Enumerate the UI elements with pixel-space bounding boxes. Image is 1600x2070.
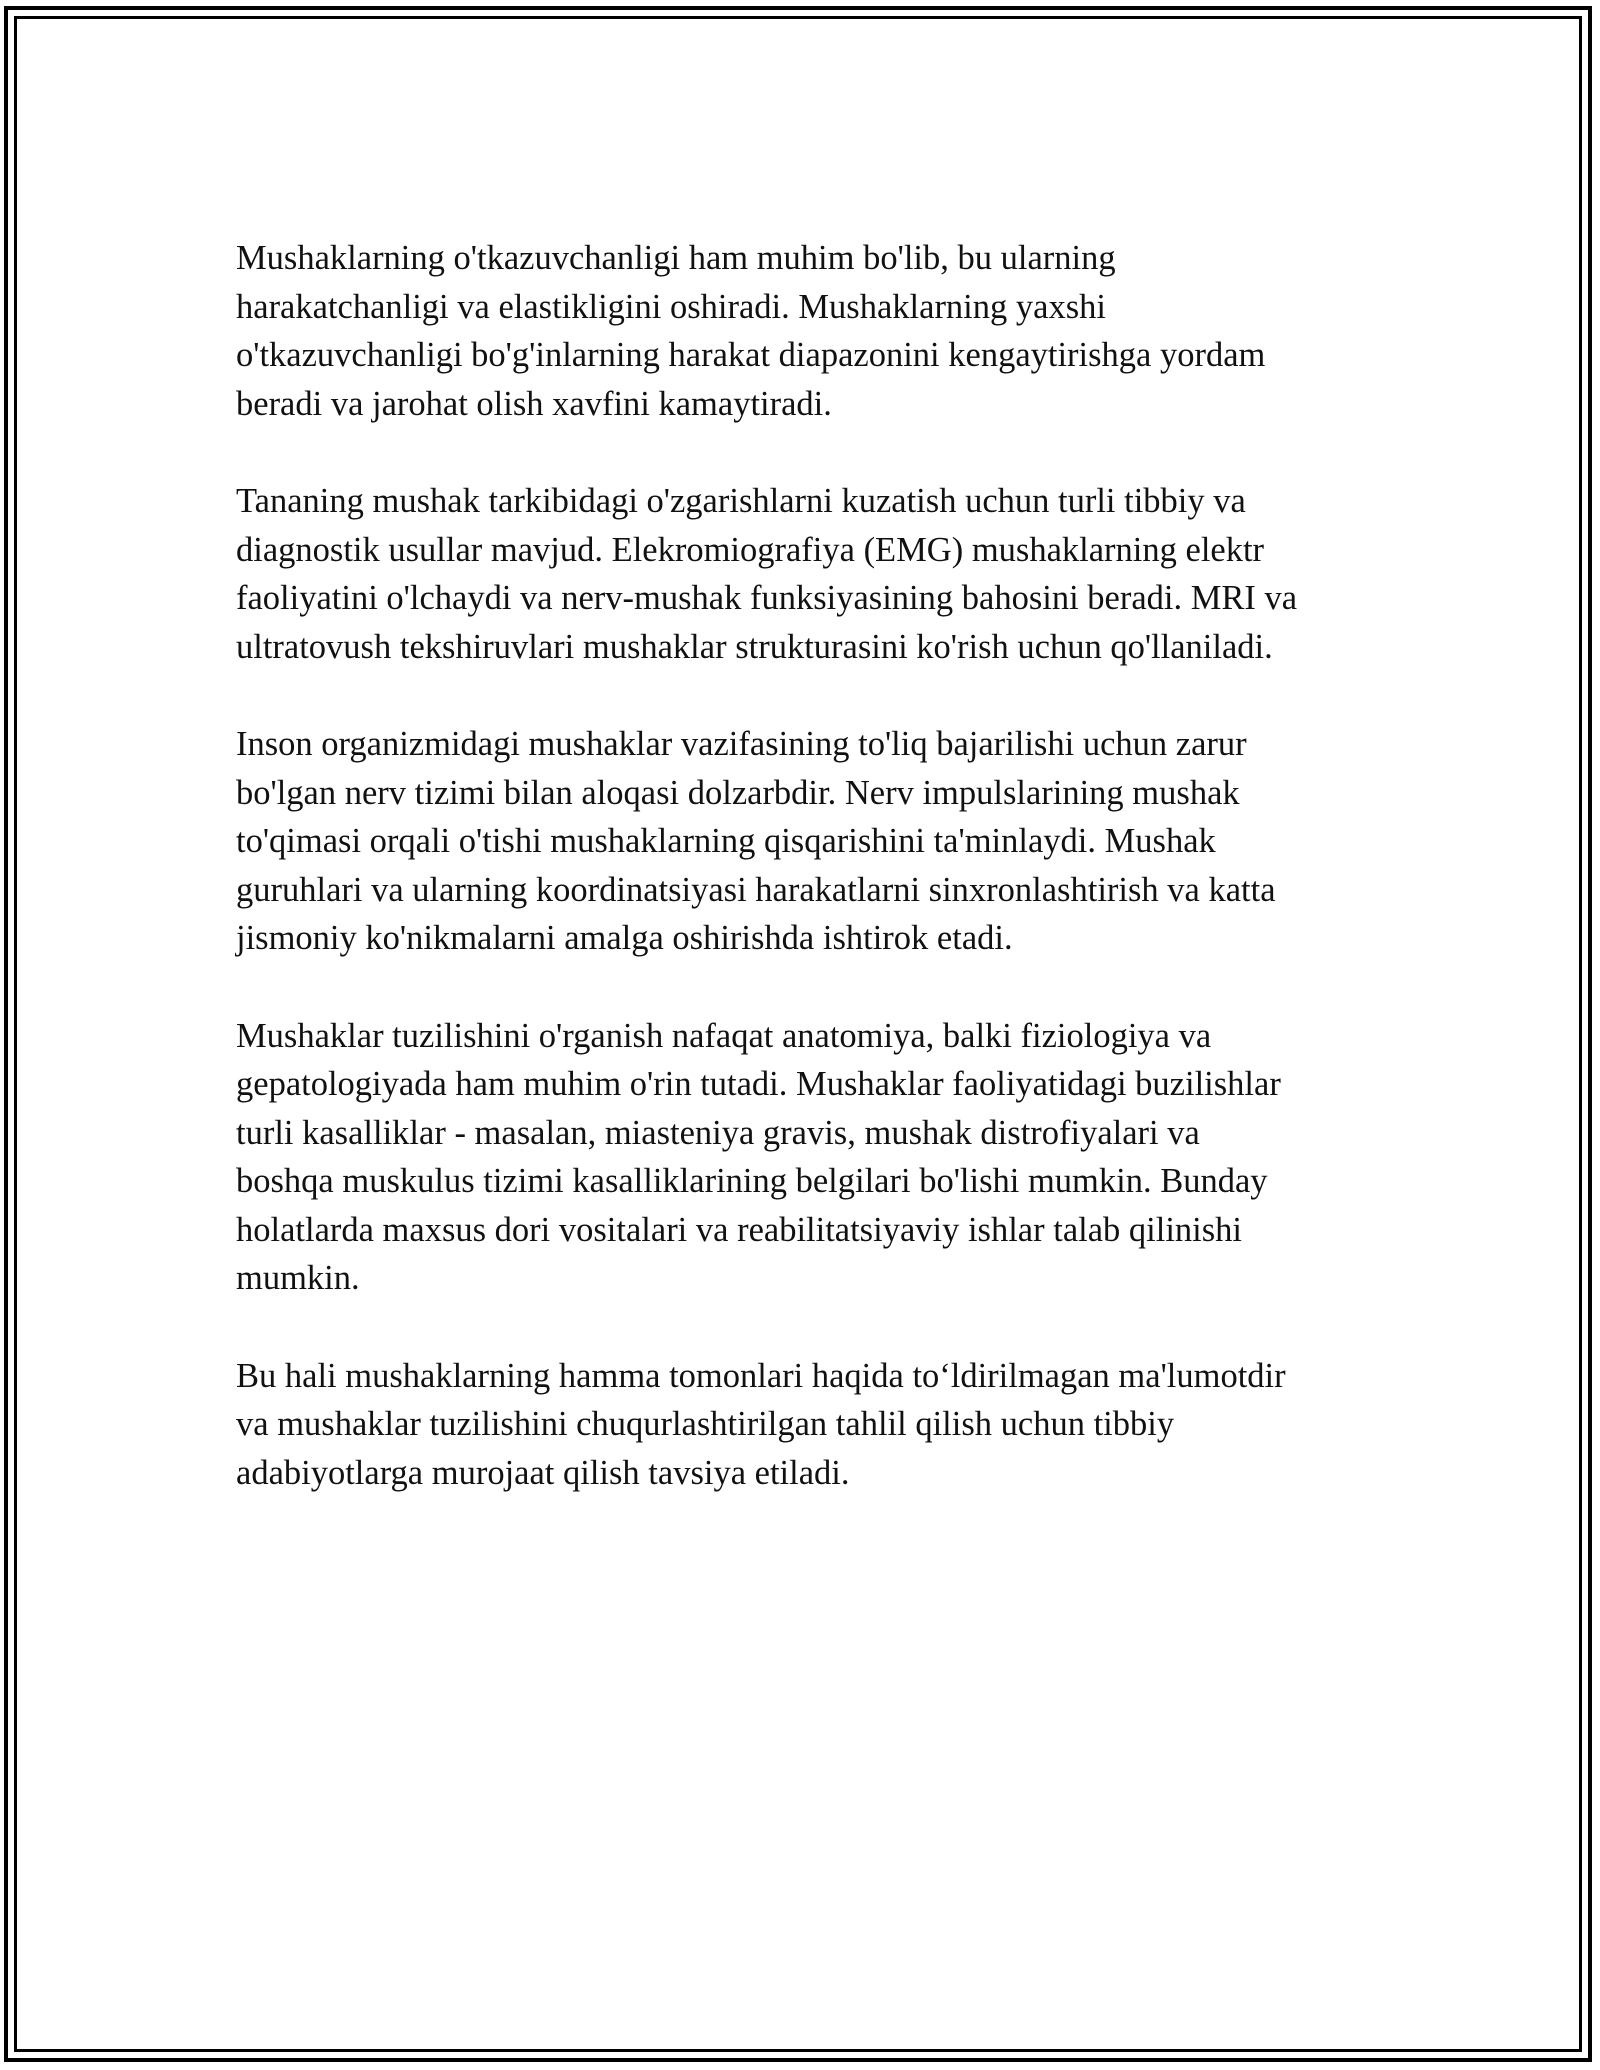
paragraph-3: Inson organizmidagi mushaklar vazifasining to'liq bajarilishi uchun zarur bo'lgan nerv tizimi bilan aloqasi dolzarbdir. Nerv impulslarining mushak to'qimasi orqali o'tishi mushaklarning qisqarishini ta'minlaydi. Mushak guruhlari va ularning koordinatsiyasi harakatlarni sinxronlashtirish va katta jismoniy ko'nikmalarni amalga oshirishda ishtirok etadi. xyxy=(236,725,1276,957)
paragraph-5: Bu hali mushaklarning hamma tomonlari haqida to‘ldirilmagan ma'lumotdir va mushaklar tuzilishini chuqurlashtirilgan tahlil qilish uchun tibbiy adabiyotlarga murojaat qilish tavsiya etiladi. xyxy=(236,1356,1286,1492)
paragraph-1: Mushaklarning o'tkazuvchanligi ham muhim bo'lib, bu ularning harakatchanligi va elastikligini oshiradi. Mushaklarning yaxshi o'tkazuvchanligi bo'g'inlarning harakat diapazonini kengaytirishga yordam beradi va jarohat olish xavfini kamaytiradi. xyxy=(236,239,1266,423)
paragraph-2: Tananing mushak tarkibidagi o'zgarishlarni kuzatish uchun turli tibbiy va diagnostik usullar mavjud. Elekromiografiya (EMG) mushaklarning elektr faoliyatini o'lchaydi va nerv-mushak funksiyasining bahosini beradi. MRI va ultratovush tekshiruvlari mushaklar strukturasini ko'rish uchun qo'llaniladi. xyxy=(236,482,1298,666)
paragraph-4: Mushaklar tuzilishini o'rganish nafaqat anatomiya, balki fiziologiya va gepatologiyada ham muhim o'rin tutadi. Mushaklar faoliyatidagi buzilishlar turli kasalliklar - masalan, miasteniya gravis, mushak distrofiyalari va boshqa muskulus tizimi kasalliklarining belgilari bo'lishi mumkin. Bunday holatlarda maxsus dori vositalari va reabilitatsiyaviy ishlar talab qilinishi mumkin. xyxy=(236,1016,1281,1297)
document-body xyxy=(236,234,1376,1546)
